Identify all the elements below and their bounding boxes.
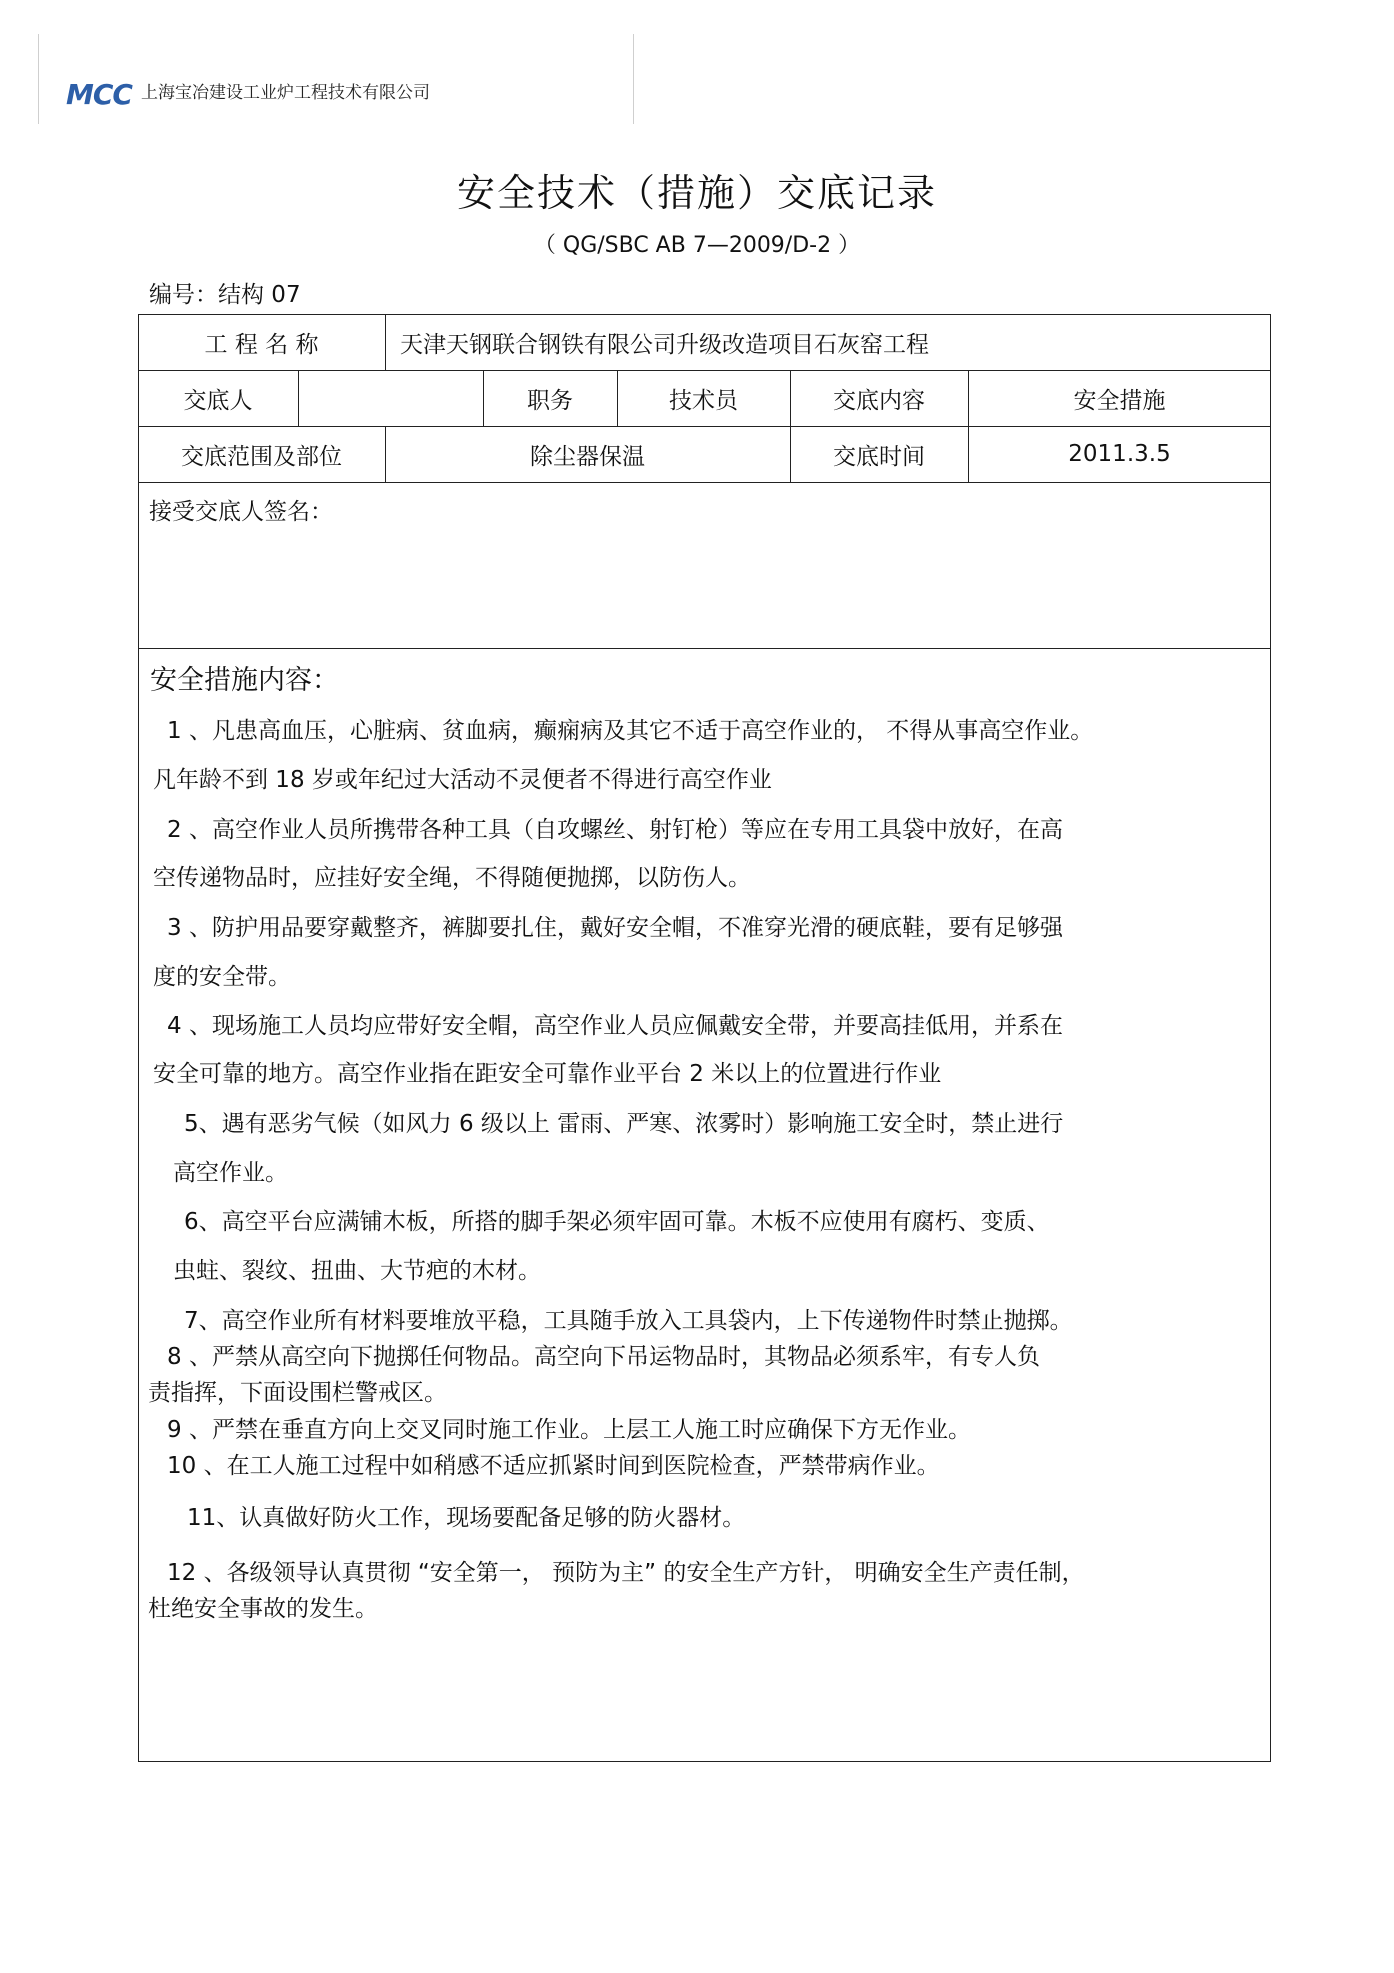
measure-line: 6、高空平台应满铺木板，所搭的脚手架必须牢固可靠。木板不应使用有腐朽、变质、 [184, 1209, 1050, 1235]
presenter-label: 交底人 [183, 387, 253, 414]
measure-line: 责指挥，下面设围栏警戒区。 [148, 1380, 447, 1406]
measure-line: 安全可靠的地方。高空作业指在距安全可靠作业平台 2 米以上的位置进行作业 [153, 1061, 942, 1087]
table-divider [138, 648, 1271, 649]
content-label: 交底内容 [833, 387, 925, 414]
measure-line: 9 、严禁在垂直方向上交叉同时施工作业。上层工人施工时应确保下方无作业。 [167, 1417, 971, 1443]
measure-line: 虫蛀、裂纹、扭曲、大节疤的木材。 [173, 1258, 541, 1284]
project-name-value: 天津天钢联合钢铁有限公司升级改造项目石灰窑工程 [400, 331, 929, 358]
company-name: 上海宝冶建设工业炉工程技术有限公司 [141, 83, 430, 103]
measure-line: 2 、高空作业人员所携带各种工具（自攻螺丝、射钉枪）等应在专用工具袋中放好，在高 [167, 817, 1063, 843]
measure-line: 5、遇有恶劣气候（如风力 6 级以上 雷雨、严寒、浓雾时）影响施工安全时，禁止进行 [184, 1111, 1064, 1137]
measure-line: 7、高空作业所有材料要堆放平稳，工具随手放入工具袋内，上下传递物件时禁止抛掷。 [184, 1308, 1073, 1334]
project-name-label: 工 程 名 称 [204, 331, 319, 358]
time-value: 2011.3.5 [1068, 441, 1171, 467]
mcc-logo: MCC [66, 78, 132, 111]
scope-label: 交底范围及部位 [181, 443, 342, 470]
presenter-value [298, 370, 483, 426]
measure-line: 高空作业。 [173, 1160, 288, 1186]
document-title: 安全技术（措施）交底记录 [456, 171, 937, 215]
measure-line: 10 、在工人施工过程中如稍感不适应抓紧时间到医院检查，严禁带病作业。 [167, 1453, 940, 1479]
position-label: 职务 [527, 387, 573, 414]
measure-line: 凡年龄不到 18 岁或年纪过大活动不灵便者不得进行高空作业 [153, 767, 772, 793]
measure-line: 4 、现场施工人员均应带好安全帽，高空作业人员应佩戴安全带，并要高挂低用，并系在 [167, 1013, 1063, 1039]
measure-line: 11、认真做好防火工作，现场要配备足够的防火器材。 [187, 1505, 746, 1531]
measure-line: 3 、防护用品要穿戴整齐，裤脚要扎住，戴好安全帽，不准穿光滑的硬底鞋，要有足够强 [167, 915, 1063, 941]
measure-line: 度的安全带。 [153, 964, 291, 990]
table-divider [138, 482, 1271, 483]
measures-title: 安全措施内容： [150, 665, 339, 696]
time-label: 交底时间 [833, 443, 925, 470]
measure-line: 1 、凡患高血压，心脏病、贫血病，癫痫病及其它不适于高空作业的， 不得从事高空作业。 [167, 718, 1094, 744]
measure-line: 空传递物品时，应挂好安全绳，不得随便抛掷，以防伤人。 [153, 865, 751, 891]
scope-value: 除尘器保温 [530, 443, 645, 470]
document-standard-code: （ QG/SBC AB 7—2009/D-2 ） [533, 233, 861, 258]
document-number: 编号：结构 07 [149, 282, 301, 308]
measure-line: 8 、严禁从高空向下抛掷任何物品。高空向下吊运物品时，其物品必须系牢，有专人负 [167, 1344, 1040, 1370]
measure-line: 杜绝安全事故的发生。 [148, 1596, 378, 1622]
table-divider [385, 314, 386, 370]
position-value: 技术员 [669, 387, 738, 414]
content-value: 安全措施 [1073, 387, 1166, 414]
measure-line: 12 、各级领导认真贯彻 “安全第一， 预防为主” 的安全生产方针， 明确安全生产责任制， [167, 1560, 1085, 1586]
receiver-signature-label: 接受交底人签名： [149, 499, 333, 525]
